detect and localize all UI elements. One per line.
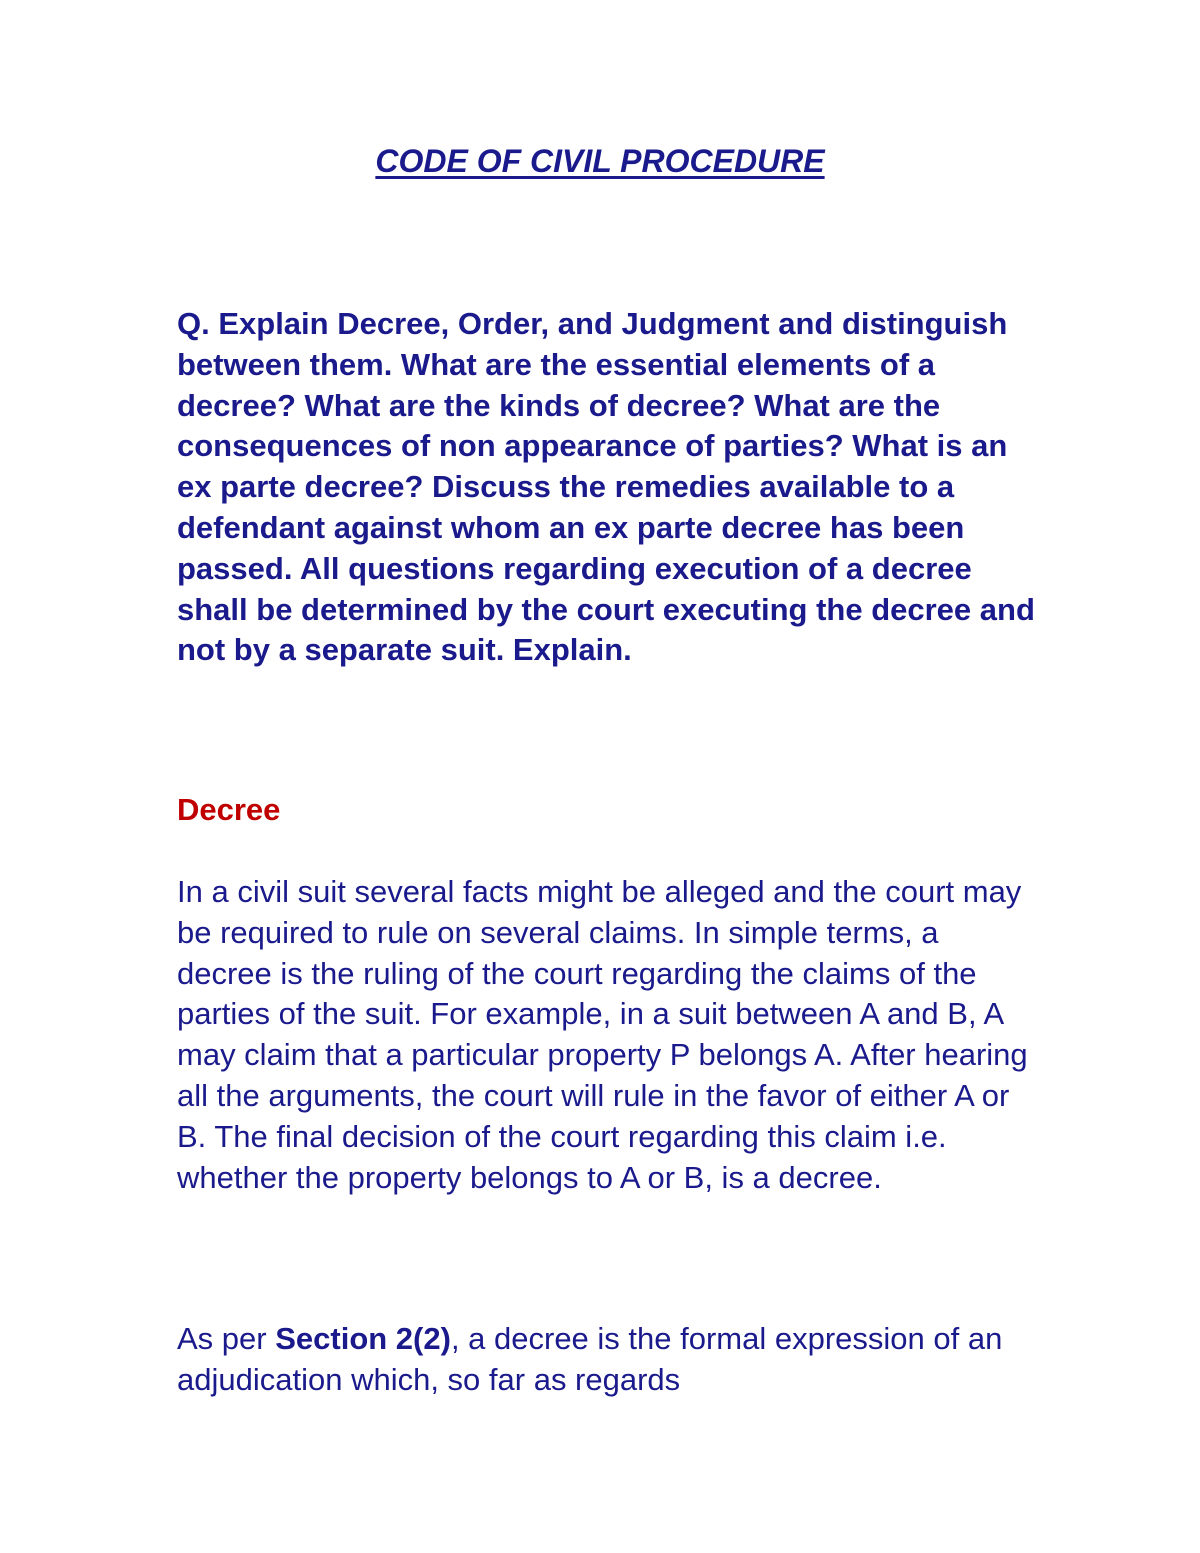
section-reference: Section 2(2): [275, 1321, 451, 1356]
section-heading-decree: Decree: [177, 792, 281, 827]
paragraph-prefix: As per: [177, 1321, 276, 1356]
paragraph-decree-explanation: In a civil suit several facts might be alleged and the court may be required to rule on several claims. In simple terms, a decree is the ruling of the court regarding the claims of the parties of the suit. For example, in a suit between A and B, A may claim that a particular property P belongs A. After hearing all the arguments, the court will rule in the favor of either A or B. The final decision of the court regarding this claim i.e. whether the property belongs to A or B, is a decree.: [177, 874, 1028, 1195]
document-title: CODE OF CIVIL PROCEDURE: [375, 143, 825, 179]
paragraph-section-definition: [177, 1319, 1037, 1401]
question-text: Q. Explain Decree, Order, and Judgment and distinguish between them. What are the essential elements of a decree? What are the kinds of decree? What are the consequences of non appearance of parties? What is an ex parte decree? Discuss the remedies available to a defendant against whom an ex parte decree has been passed. All questions regarding execution of a decree shall be determined by the court executing the decree and not by a separate suit. Explain.: [177, 306, 1035, 668]
paragraph-suffix: , a decree is the formal expression of an adjudication which, so far as regards: [177, 1321, 1003, 1397]
